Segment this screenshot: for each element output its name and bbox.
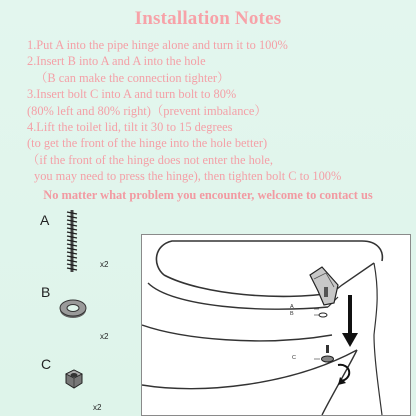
- callout-b: B: [290, 311, 294, 317]
- part-a-qty: x2: [100, 260, 109, 269]
- parts-panel: [0, 208, 416, 416]
- part-b-letter: B: [41, 284, 51, 300]
- note-line: you may need to press the hinge), then tighten bolt C to 100%: [34, 169, 342, 184]
- note-line: 1.Put A into the pipe hinge alone and turn it to 100%: [27, 38, 288, 52]
- hex-nut-icon: [62, 368, 86, 395]
- installation-diagram: [141, 234, 411, 416]
- washer-icon: [58, 298, 88, 325]
- note-line: (to get the front of the hinge into the hole better): [27, 136, 268, 151]
- note-line: （if the front of the hinge does not enter the hole,: [27, 152, 274, 167]
- note-line: 4.Lift the toilet lid, tilt it 30 to 15 degrees: [27, 120, 233, 135]
- note-line: 3.Insert bolt C into A and turn bolt to 80%: [27, 87, 237, 102]
- note-line: （B can make the connection tighter）: [35, 70, 230, 85]
- callout-c: C: [292, 355, 296, 361]
- callout-a: A: [290, 304, 294, 310]
- notes-list: [0, 37, 416, 185]
- note-line: 2.Insert B into A and A into the hole: [27, 54, 206, 69]
- note-line: (80% left and 80% right)（prevent imbalance）: [27, 103, 267, 118]
- page-title: Installation Notes: [134, 8, 282, 29]
- part-c-qty: x2: [93, 403, 102, 412]
- part-a-letter: A: [40, 212, 50, 228]
- part-b-qty: x2: [100, 332, 109, 341]
- part-c-letter: C: [41, 356, 52, 372]
- contact-warning: No matter what problem you encounter, welcome to contact us: [43, 188, 373, 202]
- spring-bolt-icon: [66, 210, 78, 277]
